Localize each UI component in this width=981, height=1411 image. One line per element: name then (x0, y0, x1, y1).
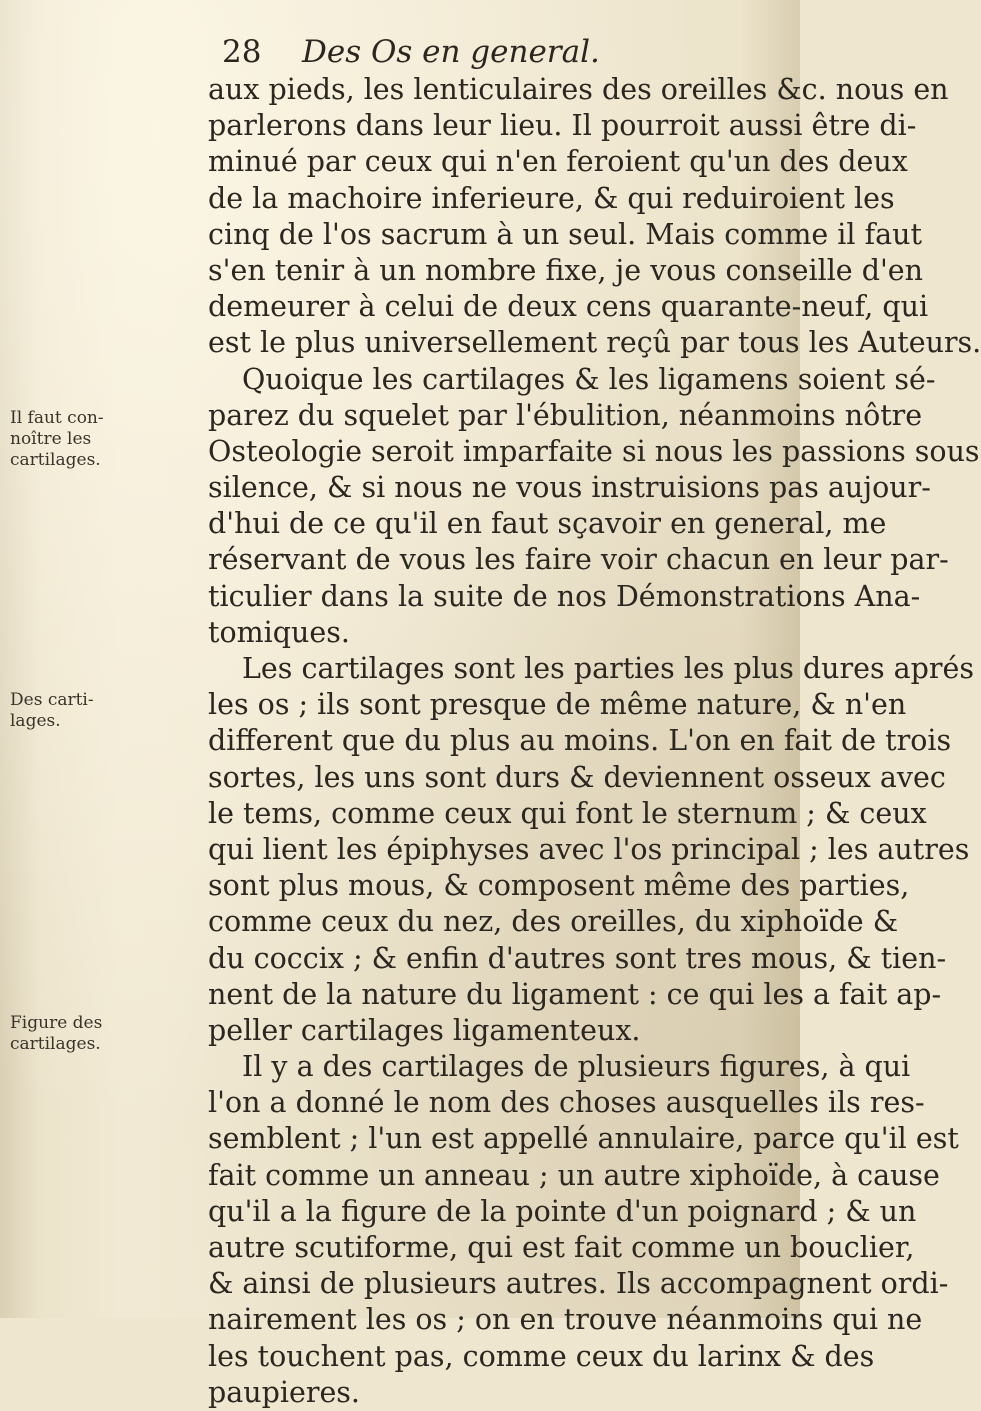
text-line: parez du squelet par l'ébulition, néanmoins nôtre (208, 398, 923, 432)
text-line: aux pieds, les lenticulaires des oreilles &c. nous en (208, 73, 949, 106)
text-line: silence, & si nous ne vous instruisions pas aujour- (208, 471, 931, 505)
text-line: de la machoire inferieure, & qui reduiroient les (208, 181, 895, 215)
text-line: les touchent pas, comme ceux du larinx & des (208, 1339, 875, 1373)
text-line: comme ceux du nez, des oreilles, du xiphoïde & (208, 905, 899, 939)
text-line: sortes, les uns sont durs & deviennent osseux avec (208, 760, 946, 794)
text-line: réservant de vous les faire voir chacun en leur par- (208, 543, 949, 577)
margin-note-line: lages. (10, 711, 61, 731)
margin-note-1 (10, 408, 104, 471)
text-line: Osteologie seroit imparfaite si nous les passions sous (208, 434, 980, 468)
margin-note-line: cartilages. (10, 450, 101, 470)
margin-note-line: Des carti- (10, 690, 94, 710)
text-line: paupieres. (208, 1375, 360, 1409)
text-line: d'hui de ce qu'il en faut sçavoir en general, me (208, 507, 887, 541)
text-line: demeurer à celui de deux cens quarante-neuf, qui (208, 290, 929, 324)
text-line: sont plus mous, & composent même des parties, (208, 869, 910, 903)
text-line: peller cartilages ligamenteux. (208, 1013, 641, 1047)
margin-note-2 (10, 690, 100, 732)
text-line: nent de la nature du ligament : ce qui les a fait ap- (208, 977, 942, 1011)
text-line: autre scutiforme, qui est fait comme un bouclier, (208, 1231, 915, 1264)
text-line: semblent ; l'un est appellé annulaire, parce qu'il est (208, 1122, 959, 1156)
text-line: cinq de l'os sacrum à un seul. Mais comme il faut (208, 217, 922, 251)
text-line: different que du plus au moins. L'on en fait de trois (208, 724, 952, 758)
text-line: tomiques. (208, 615, 350, 649)
text-line: Les cartilages sont les parties les plus dures aprés (242, 652, 975, 685)
text-line: ticulier dans la suite de nos Démonstrations Ana- (208, 579, 921, 613)
text-line: les os ; ils sont presque de même nature, & n'en (208, 688, 907, 722)
text-line: parlerons dans leur lieu. Il pourroit aussi être di- (208, 109, 917, 143)
text-line: l'on a donné le nom des choses ausquelles ils res- (208, 1086, 925, 1120)
text-line: Quoique les cartilages & les ligamens soient sé- (242, 362, 936, 396)
text-line: minué par ceux qui n'en feroient qu'un des deux (208, 145, 908, 179)
text-line: fait comme un anneau ; un autre xiphoïde, à cause (208, 1158, 940, 1192)
margin-note-line: noître les (10, 429, 92, 449)
margin-note-line: cartilages. (10, 1034, 101, 1054)
text-line: est le plus universellement reçû par tous les Auteurs. (208, 326, 981, 360)
text-line: le tems, comme ceux qui font le sternum ; & ceux (208, 796, 927, 830)
margin-note-3 (10, 1013, 103, 1055)
text-line: qu'il a la figure de la pointe d'un poignard ; & un (208, 1194, 917, 1228)
page-number: 28 (222, 34, 262, 70)
body-text (208, 72, 981, 1411)
page-header (222, 30, 742, 74)
margin-note-line: Figure des (10, 1013, 103, 1033)
text-line: Il y a des cartilages de plusieurs figures, à qui (242, 1050, 911, 1084)
text-line: du coccix ; & enfin d'autres sont tres mous, & tien- (208, 941, 947, 975)
running-title: Des Os en general. (302, 34, 600, 70)
text-line: qui lient les épiphyses avec l'os principal ; les autres (208, 832, 970, 866)
text-line: nairement les os ; on en trouve néanmoins qui ne (208, 1303, 923, 1337)
margin-note-line: Il faut con- (10, 408, 104, 428)
text-line: & ainsi de plusieurs autres. Ils accompagnent ordi- (208, 1267, 949, 1301)
text-line: s'en tenir à un nombre fixe, je vous conseille d'en (208, 253, 924, 287)
